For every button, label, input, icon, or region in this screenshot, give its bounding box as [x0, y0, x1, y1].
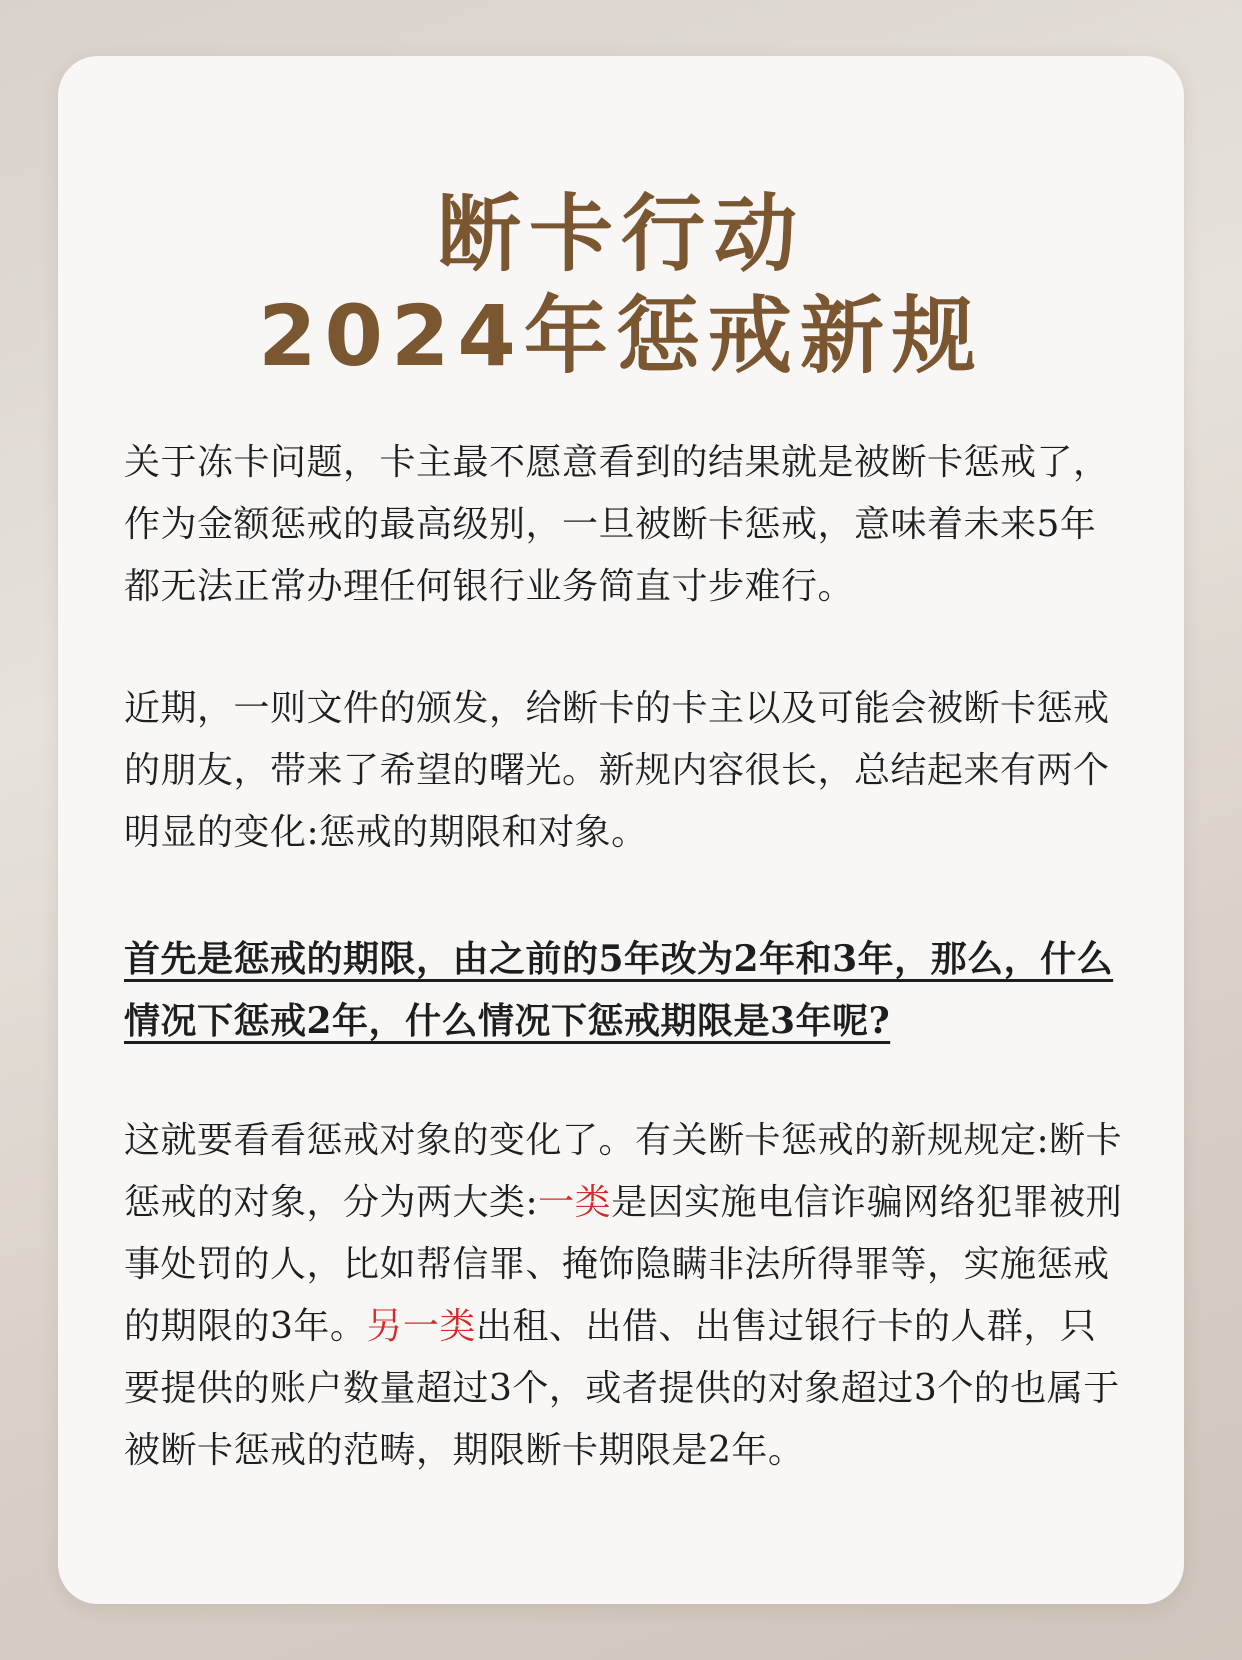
- targets-text-2: 是因实施电信诈骗网络犯罪被刑事处罚的人，比如帮信罪、掩饰隐瞒非法所得罪等，实施惩戒的期限的3年。: [124, 1182, 1123, 1347]
- title-line-2: 2024年惩戒新规: [258, 287, 984, 385]
- paragraph-intro: 关于冻卡问题，卡主最不愿意看到的结果就是被断卡惩戒了，作为金额惩戒的最高级别，一旦被断卡惩戒，意味着未来5年都无法正常办理任何银行业务简直寸步难行。: [124, 442, 1110, 607]
- targets-text-3: 出租、出借、出售过银行卡的人群，只要提供的账户数量超过3个，或者提供的对象超过3个的也属于被断卡惩戒的范畴，期限断卡期限是2年。: [124, 1306, 1120, 1471]
- paragraph-duration-question: 首先是惩戒的期限，由之前的5年改为2年和3年，那么，什么情况下惩戒2年，什么情况下惩戒期限是3年呢?: [124, 938, 1114, 1042]
- paragraph-targets: [124, 1110, 1124, 1482]
- targets-text-1: 这就要看看惩戒对象的变化了。有关断卡惩戒的新规规定:断卡惩戒的对象，分为两大类:: [124, 1120, 1123, 1223]
- paragraph-new-rules: 近期，一则文件的颁发，给断卡的卡主以及可能会被断卡惩戒的朋友，带来了希望的曙光。新规内容很长，总结起来有两个明显的变化:惩戒的期限和对象。: [124, 688, 1110, 853]
- highlight-category-one: 一类: [538, 1182, 612, 1223]
- title-line-1: 断卡行动: [436, 185, 805, 283]
- content-card: [58, 56, 1184, 1604]
- highlight-category-two: 另一类: [366, 1306, 476, 1347]
